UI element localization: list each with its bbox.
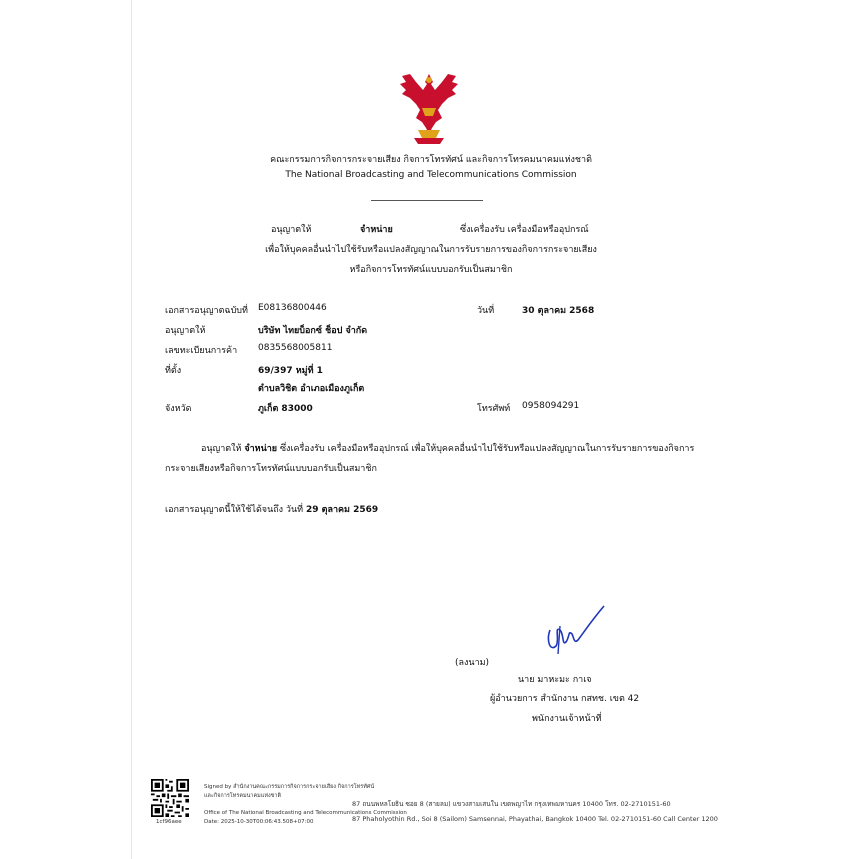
qr-code[interactable] (151, 779, 189, 817)
signatory-name: นาย มาหะมะ กาเจ (518, 675, 592, 685)
footer-address-thai: 87 ถนนพหลโยธิน ซอย 8 (สายลม) แขวงสามเสนใน เขตพญาไท กรุงเทพมหานคร 10400 โทร. 02-2710151-60 (352, 800, 671, 808)
phone-label: โทรศัพท์ (477, 404, 511, 414)
registration-value: 0835568005811 (258, 343, 333, 353)
address-line-1: 69/397 หมู่ที่ 1 (258, 366, 323, 376)
qr-code-id: 1cf96aee (156, 819, 182, 825)
permit-intro-line-2: เพื่อให้บุคคลอื่นนำไปใช้รับหรือแปลงสัญญาณในการรับรายการของกิจการกระจายเสียง (265, 245, 597, 255)
registration-label: เลขทะเบียนการค้า (165, 346, 238, 356)
signed-label: (ลงนาม) (455, 658, 490, 668)
body-item-text: ซึ่งเครื่องรับ เครื่องมือหรืออุปกรณ์ เพื่อให้บุคคลอื่นนำไปใช้รับหรือแปลงสัญญาณในการรับรายการของกิจการ (279, 444, 695, 454)
validity-line (165, 502, 378, 516)
province-label: จังหวัด (165, 404, 192, 414)
date-label: วันที่ (477, 306, 495, 316)
doc-no-label: เอกสารอนุญาตฉบับที่ (165, 306, 248, 316)
date-value: 30 ตุลาคม 2568 (522, 306, 595, 316)
signed-by-line-2: และกิจการโทรคมนาคมแห่งชาติ (204, 793, 282, 799)
garuda-emblem (396, 68, 462, 148)
province-value: ภูเก็ต 83000 (258, 404, 313, 414)
handwritten-signature (540, 600, 606, 660)
body-permit-label: อนุญาตให้ (201, 444, 242, 454)
footer-address-english: 87 Phaholyothin Rd., Soi 8 (Sailom) Samsennai, Phayathai, Bangkok 10400 Tel. 02-2710151-60 Call Center 1200 (352, 815, 718, 823)
signatory-title: ผู้อำนวยการ สำนักงาน กสทช. เขต 42 (490, 694, 640, 704)
agency-name-english: The National Broadcasting and Telecommunications Commission (285, 170, 577, 180)
header-divider (371, 200, 483, 201)
body-paragraph-line-1 (201, 441, 694, 455)
validity-date: 29 ตุลาคม 2569 (305, 505, 379, 515)
permit-activity: จำหน่าย (360, 225, 393, 235)
address-line-2: ตำบลวิชิต อำเภอเมืองภูเก็ต (258, 384, 365, 394)
signatory-role: พนักงานเจ้าหน้าที่ (532, 714, 602, 724)
grantee-value: บริษัท ไทยบ็อกซ์ ช็อป จำกัด (258, 326, 368, 336)
signed-date: Date: 2025-10-30T00:06:43.508+07:00 (204, 819, 314, 825)
grantee-label: อนุญาตให้ (165, 326, 206, 336)
permit-intro-line-3: หรือกิจการโทรทัศน์แบบบอกรับเป็นสมาชิก (349, 265, 513, 275)
doc-no-value: E08136800446 (258, 303, 327, 313)
phone-value: 0958094291 (522, 401, 580, 411)
address-label: ที่ตั้ง (165, 366, 182, 376)
signed-by-line-3: Office of The National Broadcasting and Telecommunications Commission (204, 810, 407, 816)
body-activity: จำหน่าย (244, 444, 278, 454)
body-paragraph-line-2: กระจายเสียงหรือกิจการโทรทัศน์แบบบอกรับเป็นสมาชิก (165, 464, 377, 474)
page-edge (131, 0, 132, 859)
agency-name-thai: คณะกรรมการกิจการกระจายเสียง กิจการโทรทัศน์ และกิจการโทรคมนาคมแห่งชาติ (270, 155, 592, 165)
signed-by-line-1: Signed by สำนักงานคณะกรรมการกิจการกระจายเสียง กิจการโทรทัศน์ (204, 784, 375, 790)
permit-to-label: อนุญาตให้ (271, 225, 312, 235)
validity-label: เอกสารอนุญาตนี้ให้ใช้ได้จนถึง วันที่ (165, 505, 304, 515)
permit-item: ซึ่งเครื่องรับ เครื่องมือหรืออุปกรณ์ (460, 225, 589, 235)
